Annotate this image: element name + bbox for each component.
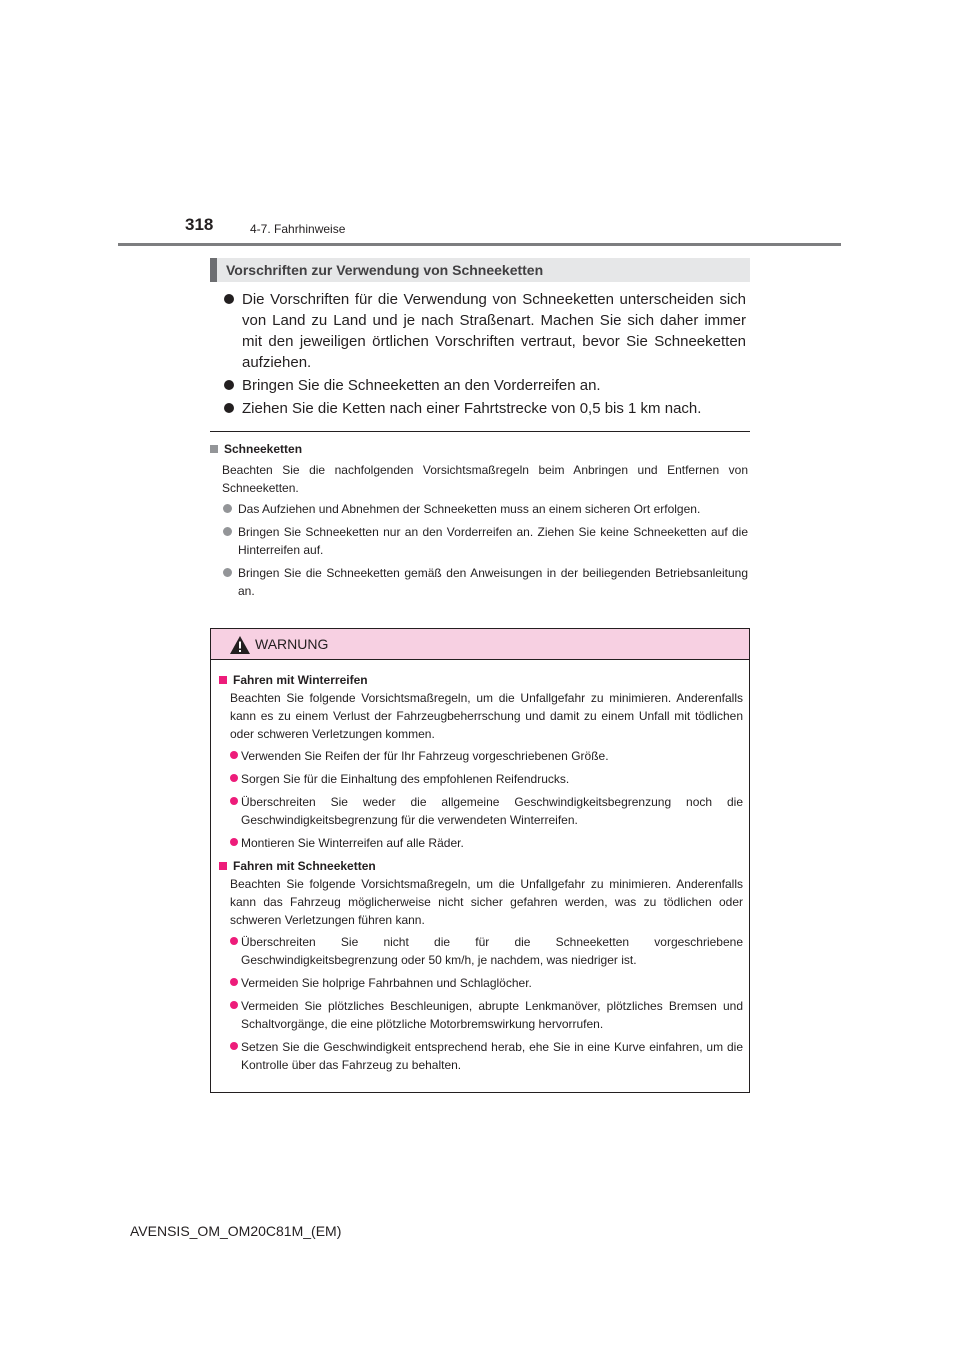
header-rule [118,243,841,246]
bullet-icon [230,937,238,945]
bullet-icon [224,403,234,413]
list-item: Vermeiden Sie holprige Fahrbahnen und Schlaglöcher. [230,974,743,992]
list-item: Ziehen Sie die Ketten nach einer Fahrtstrecke von 0,5 bis 1 km nach. [210,398,746,419]
bullet-icon [230,838,238,846]
warning-label: WARNUNG [255,636,329,652]
bullet-icon [223,504,232,513]
chains-intro: Beachten Sie die nachfolgenden Vorsichtsmaßregeln beim Anbringen und Entfernen von Schneeketten. [222,463,748,495]
document-code: AVENSIS_OM_OM20C81M_(EM) [130,1223,342,1239]
list-item: Bringen Sie Schneeketten nur an den Vorderreifen an. Ziehen Sie keine Schneeketten auf die Hinterreifen auf. [222,523,748,559]
chains-list [222,500,748,605]
list-item: Sorgen Sie für die Einhaltung des empfohlenen Reifendrucks. [230,770,743,788]
bullet-icon [230,751,238,759]
warning-section-intro: Beachten Sie folgende Vorsichtsmaßregeln, um die Unfallgefahr zu minimieren. Anderenfalls kann das Fahrzeug möglicherweise nicht sicher gefahren werden, was zu tödlichen oder schweren Verletzungen führen kann. [230,877,743,927]
square-bullet-icon [219,676,227,684]
warning-list [230,747,743,852]
warning-header [211,629,749,660]
warning-section-intro: Beachten Sie folgende Vorsichtsmaßregeln, um die Unfallgefahr zu minimieren. Anderenfalls kann es zu einem Verlust der Fahrzeugbeherrschung und damit zu einem Unfall mit tödlichen oder schweren Verletzungen kommen. [230,691,743,741]
rules-heading-bar [210,258,750,282]
bullet-icon [230,797,238,805]
bullet-icon [223,527,232,536]
warning-list [230,933,743,1074]
list-item: Vermeiden Sie plötzliches Beschleunigen, abrupte Lenkmanöver, plötzliches Bremsen und Schaltvorgänge, die eine plötzliche Motorbremswirkung hervorrufen. [230,997,743,1033]
bullet-icon [230,1001,238,1009]
bullet-icon [224,380,234,390]
section-title: 4-7. Fahrhinweise [250,222,346,236]
warning-triangle-icon [229,635,251,655]
list-item: Verwenden Sie Reifen der für Ihr Fahrzeug vorgeschriebenen Größe. [230,747,743,765]
warning-box [210,628,750,1093]
bullet-icon [230,1042,238,1050]
warning-section-title: Fahren mit Schneeketten [219,857,743,875]
bullet-icon [230,774,238,782]
list-item: Montieren Sie Winterreifen auf alle Räder. [230,834,743,852]
bullet-icon [230,978,238,986]
bullet-icon [224,294,234,304]
chains-title: Schneeketten [210,442,302,456]
list-item: Bringen Sie die Schneeketten gemäß den Anweisungen in der beiliegenden Betriebsanleitung an. [222,564,748,600]
square-bullet-icon [219,862,227,870]
page-number: 318 [185,215,214,234]
list-item: Überschreiten Sie nicht die für die Schneeketten vorgeschriebene Geschwindigkeitsbegrenzung oder 50 km/h, je nachdem, was niedriger ist. [230,933,743,969]
rules-heading: Vorschriften zur Verwendung von Schneeketten [226,262,544,278]
list-item: Bringen Sie die Schneeketten an den Vorderreifen an. [210,375,746,396]
list-item: Die Vorschriften für die Verwendung von Schneeketten unterscheiden sich von Land zu Land und je nach Straßenart. Machen Sie sich daher immer mit den jeweiligen örtlichen Vorschriften vertraut, bevor Sie Schneeketten aufziehen. [210,289,746,373]
list-item: Überschreiten Sie weder die allgemeine Geschwindigkeitsbegrenzung noch die Geschwindigkeitsbegrenzung für die verwendeten Winterreifen. [230,793,743,829]
warning-section-title: Fahren mit Winterreifen [219,671,743,689]
square-bullet-icon [210,445,218,453]
rules-list [210,289,746,421]
list-item: Setzen Sie die Geschwindigkeit entsprechend herab, ehe Sie in eine Kurve einfahren, um die Kontrolle über das Fahrzeug zu behalten. [230,1038,743,1074]
warning-body [219,671,743,1079]
divider [210,431,750,432]
bullet-icon [223,568,232,577]
list-item: Das Aufziehen und Abnehmen der Schneeketten muss an einem sicheren Ort erfolgen. [222,500,748,518]
